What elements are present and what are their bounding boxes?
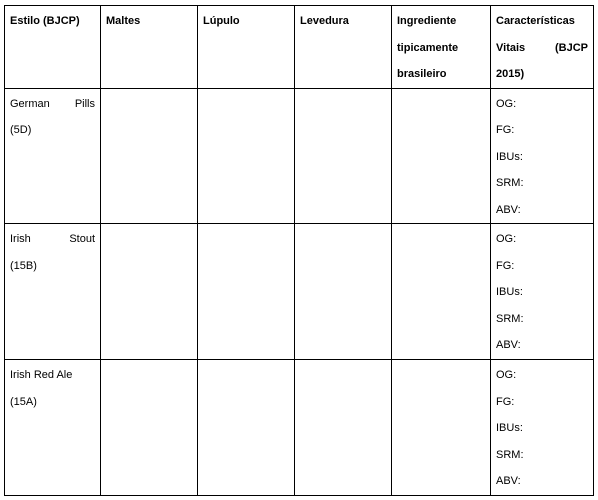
style-word: Irish Red Ale <box>10 369 73 381</box>
brazilian-ingredient-cell <box>392 224 491 360</box>
header-brazilian-ingredient <box>392 6 491 89</box>
style-name <box>10 362 95 389</box>
vital-srm: SRM: <box>496 312 524 325</box>
header-vitals-line3: 2015) <box>496 68 525 80</box>
vital-srm: SRM: <box>496 448 524 461</box>
style-code: (15A) <box>10 395 37 408</box>
header-hops: Lúpulo <box>198 6 295 89</box>
header-vitals-line1: Características <box>496 15 575 27</box>
vital-ibus: IBUs: <box>496 422 523 434</box>
style-cell <box>5 360 101 496</box>
style-cell <box>5 224 101 360</box>
vital-og: OG: <box>496 97 517 110</box>
table-row <box>5 360 594 496</box>
header-vital-characteristics <box>491 6 594 89</box>
style-code: (15B) <box>10 259 37 272</box>
brazilian-ingredient-cell <box>392 88 491 224</box>
vitals-cell <box>491 88 594 224</box>
vital-ibus: IBUs: <box>496 150 523 163</box>
style-word: Irish <box>10 233 31 245</box>
header-row <box>5 6 594 89</box>
header-vitals-line2 <box>496 35 588 62</box>
brazilian-ingredient-cell <box>392 360 491 496</box>
header-yeast: Levedura <box>295 6 392 89</box>
header-vitals-word-vitais: Vitais <box>496 41 526 54</box>
hops-cell <box>198 224 295 360</box>
hops-cell <box>198 88 295 224</box>
header-malts: Maltes <box>101 6 198 89</box>
style-code: (5D) <box>10 124 32 136</box>
vitals-cell <box>491 224 594 360</box>
beer-style-table <box>4 5 594 496</box>
header-vitals-word-bjcp: (BJCP <box>554 41 588 54</box>
vital-abv: ABV: <box>496 203 521 216</box>
vital-fg: FG: <box>496 259 515 272</box>
header-brazilian-line2: tipicamente <box>397 41 459 54</box>
hops-cell <box>198 360 295 496</box>
vital-abv: ABV: <box>496 475 521 487</box>
vital-og: OG: <box>496 369 517 381</box>
malts-cell <box>101 88 198 224</box>
style-word: German <box>10 97 50 110</box>
table-row <box>5 224 594 360</box>
malts-cell <box>101 360 198 496</box>
style-word: Pills <box>74 97 95 110</box>
header-brazilian-line1: Ingrediente <box>397 15 457 27</box>
yeast-cell <box>295 224 392 360</box>
style-name <box>10 226 95 253</box>
vital-abv: ABV: <box>496 339 521 351</box>
table-row <box>5 88 594 224</box>
vital-fg: FG: <box>496 124 515 136</box>
vital-fg: FG: <box>496 395 515 408</box>
header-style: Estilo (BJCP) <box>5 6 101 89</box>
vital-ibus: IBUs: <box>496 286 523 298</box>
yeast-cell <box>295 88 392 224</box>
style-cell <box>5 88 101 224</box>
vitals-cell <box>491 360 594 496</box>
yeast-cell <box>295 360 392 496</box>
header-brazilian-line3: brasileiro <box>397 68 447 80</box>
style-name <box>10 91 95 118</box>
malts-cell <box>101 224 198 360</box>
vital-srm: SRM: <box>496 177 524 189</box>
vital-og: OG: <box>496 233 517 245</box>
style-word: Stout <box>69 233 95 245</box>
